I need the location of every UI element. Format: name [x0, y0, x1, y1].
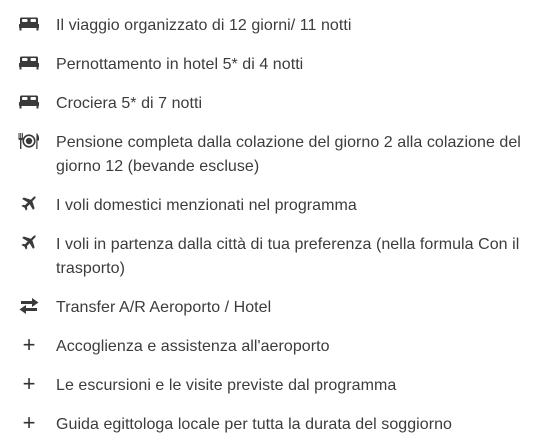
list-item-text: Transfer A/R Aeroporto / Hotel — [56, 299, 272, 316]
list-item-text: Guida egittologa locale per tutta la durata del soggiorno — [56, 416, 453, 433]
list-item-text: Crociera 5* di 7 notti — [56, 95, 203, 112]
plane-icon — [18, 194, 40, 214]
list-item-text: Le escursioni e le visite previste dal programma — [56, 377, 397, 394]
list-item-text: Pernottamento in hotel 5* di 4 notti — [56, 56, 304, 73]
list-item-text: Il viaggio organizzato di 12 giorni/ 11 notti — [56, 17, 352, 34]
list-item-text: I voli in partenza dalla città di tua preferenza (nella formula Con il trasporto) — [56, 236, 520, 277]
bed-icon — [18, 14, 40, 34]
plus-icon: + — [22, 410, 36, 435]
list-item-text: I voli domestici menzionati nel programma — [56, 197, 357, 214]
plus-icon: + — [22, 332, 36, 357]
utensils-icon — [18, 131, 40, 151]
exchange-icon — [18, 296, 40, 316]
list-item-text: Pensione completa dalla colazione del giorno 2 alla colazione del giorno 12 (bevande escluse) — [56, 134, 521, 175]
plane-icon — [18, 233, 40, 253]
bed-icon — [18, 92, 40, 112]
list-item-text: Accoglienza e assistenza all'aeroporto — [56, 338, 330, 355]
plus-icon: + — [22, 371, 36, 396]
bed-icon — [18, 53, 40, 73]
